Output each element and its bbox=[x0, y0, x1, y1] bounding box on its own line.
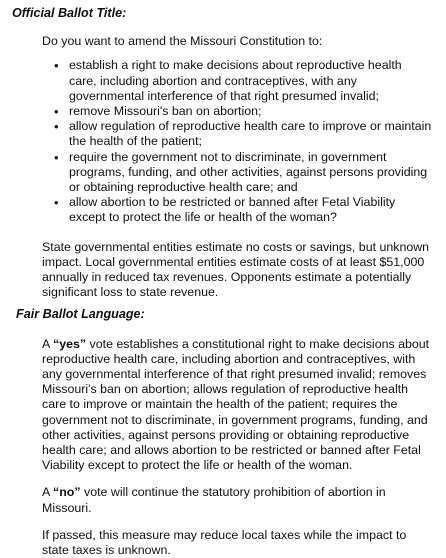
list-item: • allow regulation of reproductive health care to improve or maintain the health of the patient; bbox=[69, 119, 432, 149]
yes-vote-paragraph bbox=[42, 337, 432, 474]
no-vote-keyword: “no” bbox=[53, 485, 81, 500]
fair-ballot-section bbox=[42, 337, 432, 558]
yes-prefix: A bbox=[42, 336, 54, 351]
no-prefix: A bbox=[42, 485, 54, 500]
no-vote-text: vote will continue the statutory prohibition of abortion in Missouri. bbox=[42, 485, 386, 515]
yes-vote-text: vote establishes a constitutional right to make decisions about reproductive health care, including abortion and contraceptives, with any governmental interference of that right presumed invalid; removes Missouri's ban on abortion; allows regulation of reproductive health care to improve or maintain the health of the patient; requires the government not to discriminate, in government programs, funding, and other activities, against persons providing or obtaining reproductive health care; and allows abortion to be restricted or banned after Fetal Viability except to protect the life or health of the woman. bbox=[42, 336, 430, 473]
list-item: • establish a right to make decisions about reproductive health care, including abortion and contraceptives, with any governmental interference of that right presumed invalid; bbox=[69, 58, 432, 104]
official-ballot-title-heading: Official Ballot Title: bbox=[12, 6, 127, 20]
tax-impact-paragraph: If passed, this measure may reduce local taxes while the impact to state taxes is unknown. bbox=[42, 527, 407, 558]
no-vote-paragraph bbox=[42, 485, 432, 515]
ballot-question-intro: Do you want to amend the Missouri Constitution to: bbox=[42, 34, 323, 49]
fiscal-note-paragraph: State governmental entities estimate no costs or savings, but unknown impact. Local governmental entities estimate costs of at least $51,000 annually in reduced tax revenues. Opponents estimate a potentially significant loss to state revenue. bbox=[42, 239, 430, 300]
list-item: • allow abortion to be restricted or banned after Fetal Viability except to protect the life or health of the woman? bbox=[69, 195, 432, 225]
list-item: • require the government not to discriminate, in government programs, funding, and other activities, against persons providing or obtaining reproductive health care; and bbox=[69, 150, 432, 196]
official-ballot-section bbox=[42, 34, 432, 300]
yes-vote-keyword: “yes” bbox=[53, 336, 87, 351]
fair-ballot-language-heading: Fair Ballot Language: bbox=[16, 307, 145, 322]
amendment-provisions-list bbox=[42, 58, 432, 225]
list-item: • remove Missouri's ban on abortion; bbox=[69, 104, 432, 119]
